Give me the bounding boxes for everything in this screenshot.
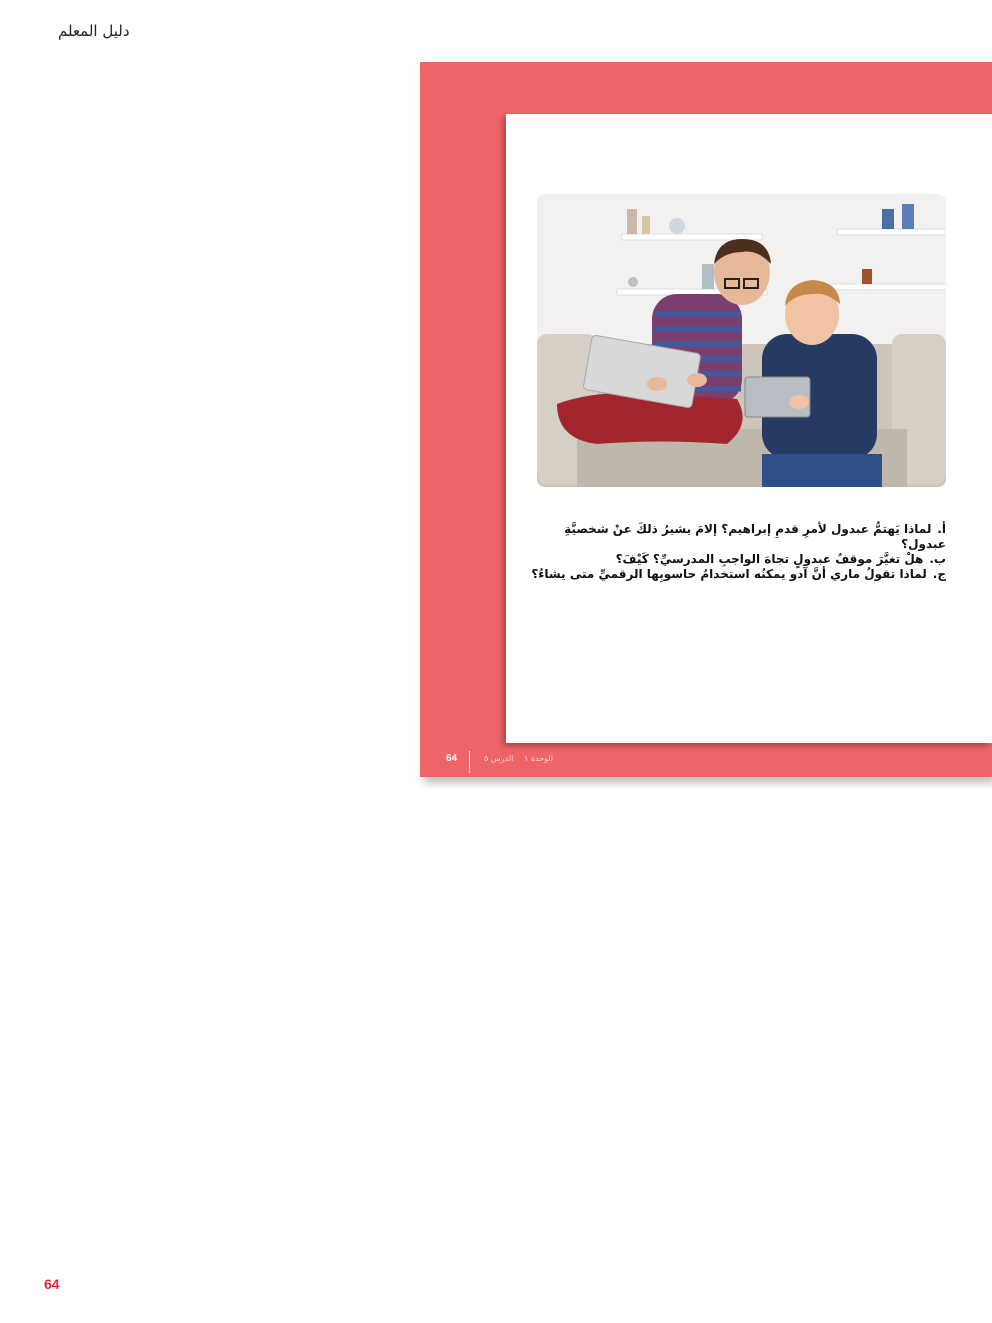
- question-text: لماذا تقولُ ماري أنَّ آدو يمكنُه استخدامُ حاسوبِها الرقميِّ متى يشاءُ؟: [531, 567, 927, 581]
- question-text: لماذا يَهتمُّ عبدول لأمرِ قدمِ إبراهيم؟ إلامَ يشيرُ ذلكَ عنْ شخصيَّةِ عبدول؟: [564, 522, 946, 551]
- question-marker: ب.: [929, 552, 946, 566]
- footer-divider: [469, 751, 470, 773]
- question-c: [520, 567, 946, 582]
- footer-unit-label: الوحدة ١: [524, 754, 553, 763]
- textbook-page: [420, 62, 992, 777]
- question-marker: أ.: [937, 522, 946, 536]
- discussion-questions: [520, 522, 946, 582]
- question-b: [520, 552, 946, 567]
- question-text: هلْ تغيَّرَ موقفُ عبدولٍ تجاهَ الواجبِ المدرسيِّ؟ كَيْفَ؟: [615, 552, 924, 566]
- textbook-page-number: 64: [446, 753, 458, 764]
- content-panel: [506, 114, 992, 743]
- textbook-footer: [420, 743, 992, 777]
- question-marker: ج.: [932, 567, 946, 581]
- page-number: 64: [44, 1276, 60, 1292]
- photo-boys-with-tablets: [537, 194, 946, 487]
- running-header-title: دليل المعلم: [58, 22, 130, 40]
- footer-lesson-label: الدرس ٥: [484, 754, 514, 763]
- question-a: [520, 522, 946, 552]
